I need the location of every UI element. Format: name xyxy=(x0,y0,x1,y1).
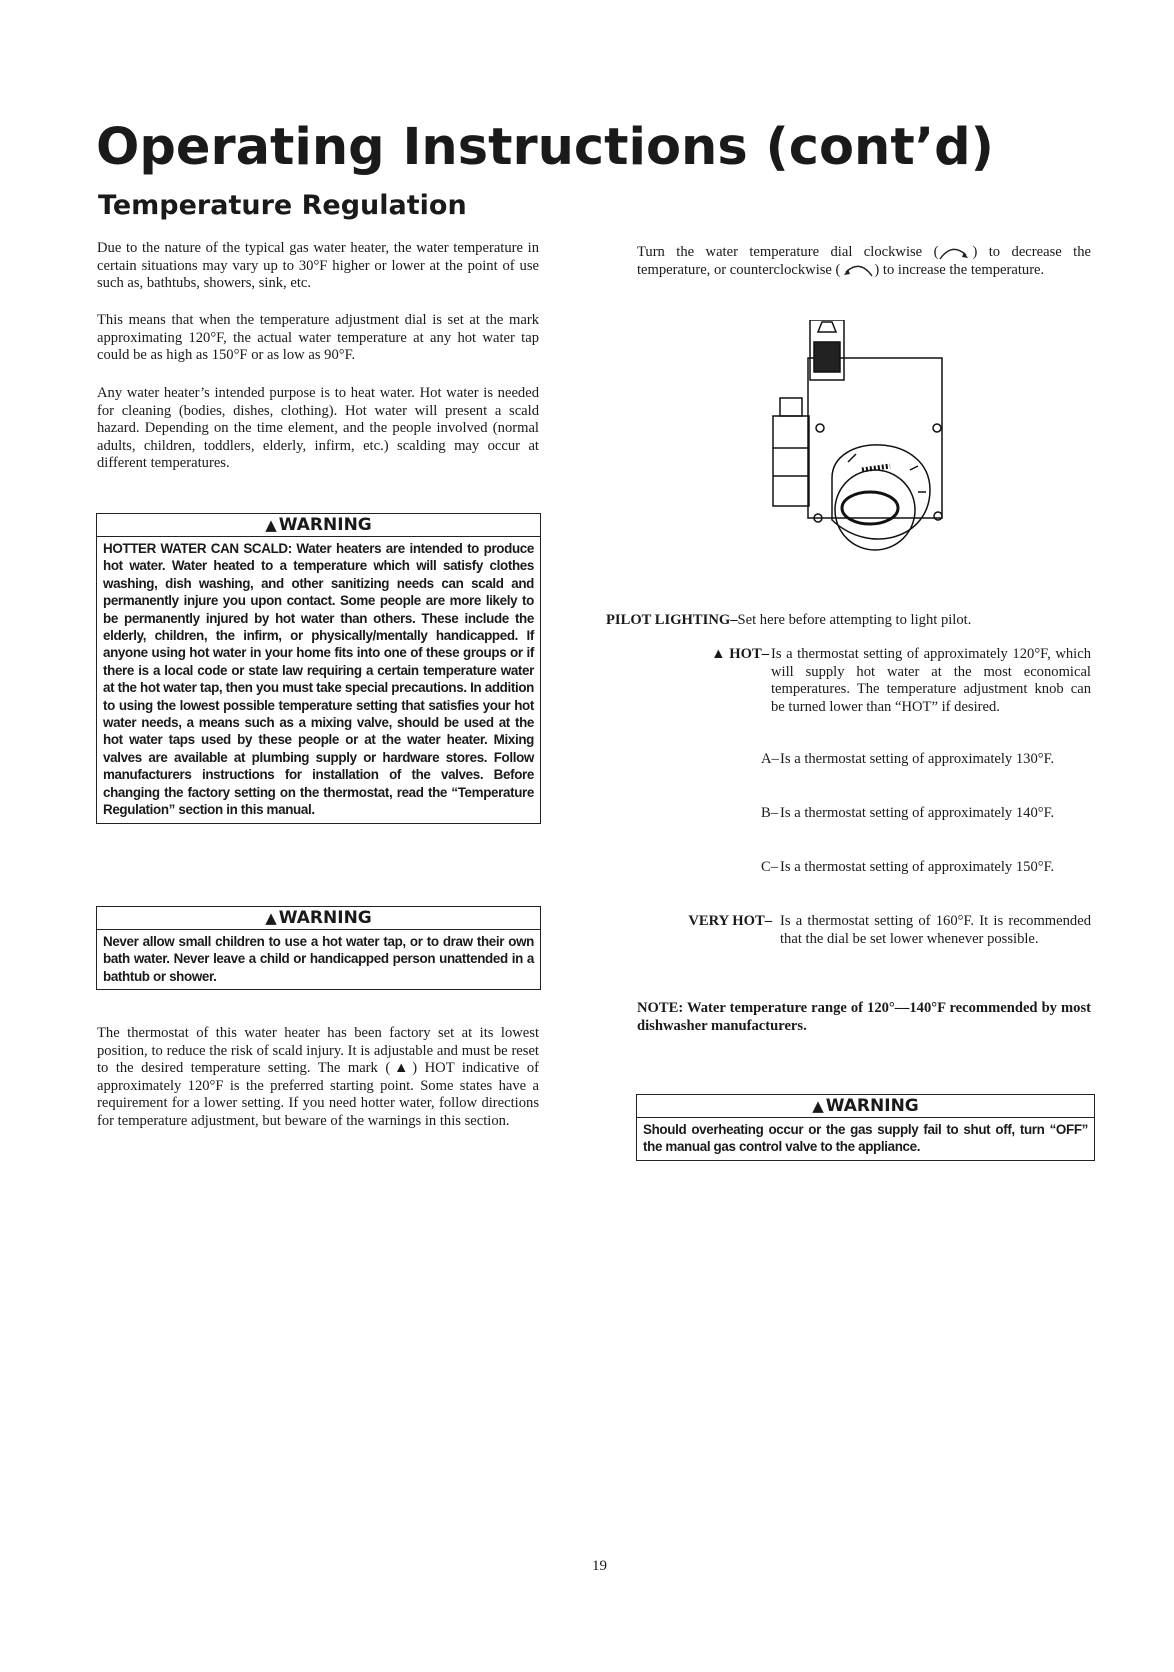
counterclockwise-arrow-icon xyxy=(840,263,874,277)
setting-c xyxy=(600,859,1091,899)
setting-label: VERY HOT– xyxy=(688,913,772,929)
setting-paragraph: This means that when the temperature adjustment dial is set at the mark approximating 120°F, the actual water temperature at any hot water tap could be as high as 150°F or as low as 90°F. xyxy=(97,312,539,363)
factory-setting-paragraph: The thermostat of this water heater has been factory set at its lowest position, to reduce the risk of scald injury. It is adjustable and must be reset to the desired temperature setting. The mark (▲) HOT indicative of approximately 120°F is the preferred starting point. Some states have a requirement for a lower setting. If you need hotter water, follow directions for temperature adjustment, but beware of the warnings in this section. xyxy=(97,1025,539,1129)
warning-heading: WARNING xyxy=(278,515,372,535)
setting-very-hot xyxy=(600,913,1091,969)
scald-paragraph: Any water heater’s intended purpose is to heat water. Hot water is needed for cleaning (bodies, dishes, clothing). Hot water will present a scald hazard. Depending on the time element, and the people involved (normal adults, children, toddlers, elderly, infirm, etc.) scalding may occur at different temperatures. xyxy=(97,385,539,471)
warning-text: Should overheating occur or the gas supply fail to shut off, turn “OFF” the manual gas control valve to the appliance. xyxy=(643,1122,1088,1155)
setting-text: Is a thermostat setting of approximately 150°F. xyxy=(780,859,1055,875)
page-title: Operating Instructions (cont’d) xyxy=(96,118,994,177)
warning-header xyxy=(97,907,540,930)
setting-text: Is a thermostat setting of approximately 140°F. xyxy=(780,805,1055,821)
setting-label: A– xyxy=(761,751,779,767)
dishwasher-note: NOTE: Water temperature range of 120°—140°F recommended by most dishwasher manufacturers. xyxy=(637,1000,1091,1034)
warning-triangle-icon: ▲ xyxy=(812,1097,824,1115)
gas-control-valve-illustration xyxy=(770,320,960,585)
pilot-lighting-text: Set here before attempting to light pilot. xyxy=(737,612,972,628)
dial-text-3: ) to increase the temperature. xyxy=(874,261,1045,278)
pilot-lighting-label: PILOT LIGHTING– xyxy=(606,612,738,628)
warning-box-children xyxy=(96,906,541,990)
setting-label: B– xyxy=(761,805,779,821)
page-number: 19 xyxy=(592,1558,607,1574)
setting-text: Is a thermostat setting of approximately 120°F, which will supply hot water at the most economical temperatures. The temperature adjustment knob can be turned lower than “HOT” if desired. xyxy=(771,646,1091,715)
setting-text: Is a thermostat setting of 160°F. It is recommended that the dial be set lower whenever possible. xyxy=(780,913,1091,947)
setting-a xyxy=(600,751,1091,791)
dial-text-1: Turn the water temperature dial clockwise ( xyxy=(637,244,939,260)
setting-b xyxy=(600,805,1091,845)
warning-box-scald xyxy=(96,513,541,824)
warning-header xyxy=(637,1095,1094,1118)
warning-text: Never allow small children to use a hot water tap, or to draw their own bath water. Never leave a child or handicapped person unattended in a bathtub or shower. xyxy=(103,934,534,984)
warning-text: HOTTER WATER CAN SCALD: Water heaters are intended to produce hot water. Water heated to a temperature which will satisfy clothes washing, dish washing, and other sanitizing needs can scald and permanently injure you upon contact. Some people are more likely to be permanently injured by hot water than others. These include the elderly, children, the infirm, or physically/mentally handicapped. If anyone using hot water in your home fits into one of these groups or if there is a local code or state law requiring a certain temperature water at the hot water tap, then you must take special precautions. In addition to using the lowest possible temperature setting that satisfies your hot water needs, a means such as a mixing valve, should be used at the hot water taps used by these people or at the water heater. Mixing valves are available at plumbing supply or hardware stores. Follow manufacturers instructions for installation of the valves. Before changing the factory setting on the thermostat, read the “Temperature Regulation” section in this manual. xyxy=(103,541,534,818)
warning-box-overheating xyxy=(636,1094,1095,1161)
warning-heading: WARNING xyxy=(825,1096,919,1116)
clockwise-arrow-icon xyxy=(938,246,972,260)
warning-header xyxy=(97,514,540,537)
pilot-lighting-line xyxy=(606,612,1091,630)
warning-triangle-icon: ▲ xyxy=(265,516,277,534)
setting-hot xyxy=(600,646,1091,738)
dial-text-2: ) to decrease the temperature, or counterclockwise ( xyxy=(637,244,1092,278)
section-title: Temperature Regulation xyxy=(98,190,467,221)
dial-direction-paragraph xyxy=(637,244,1091,279)
setting-text: Is a thermostat setting of approximately 130°F. xyxy=(780,751,1055,767)
setting-label: C– xyxy=(761,859,779,875)
warning-heading: WARNING xyxy=(278,908,372,928)
setting-label: ▲ HOT– xyxy=(711,646,769,662)
warning-triangle-icon: ▲ xyxy=(265,909,277,927)
intro-paragraph: Due to the nature of the typical gas water heater, the water temperature in certain situations may vary up to 30°F higher or lower at the point of use such as, bathtubs, showers, sink, etc. xyxy=(97,240,539,291)
